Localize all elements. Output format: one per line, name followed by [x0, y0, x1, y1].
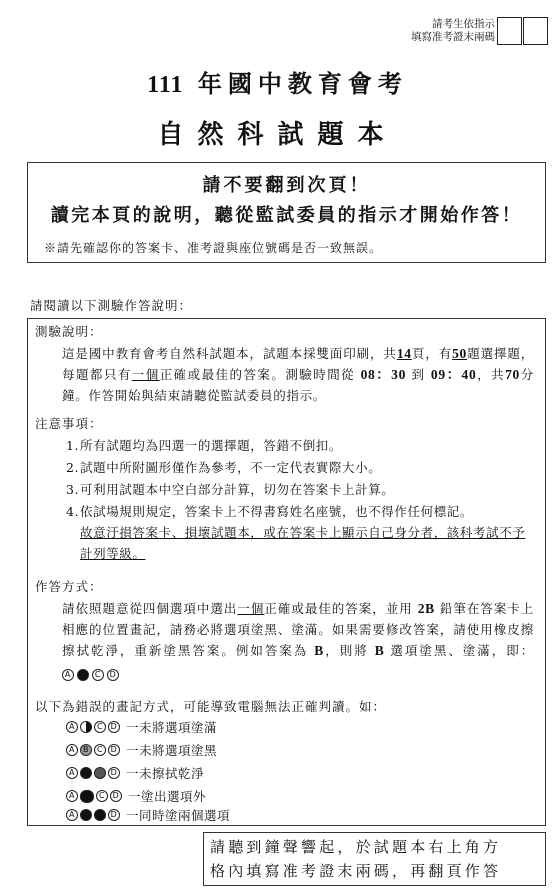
- note-number: 4.: [66, 504, 80, 519]
- wrong-mark-label: 一未將選項塗黑: [126, 743, 218, 758]
- bubble-c: C: [94, 744, 106, 756]
- text: 這是國中教育會考自然科試題本，試題本採雙面印刷，共: [62, 346, 397, 361]
- question-count: 50: [452, 346, 468, 361]
- note-item: [66, 457, 538, 478]
- bubble-a: A: [66, 744, 78, 756]
- corner-instruction-line1: 請考生依指示: [432, 18, 495, 30]
- text: 到: [411, 367, 426, 382]
- bubble-b-filled: [77, 669, 89, 681]
- bubble-c: C: [96, 790, 108, 802]
- exam-number-digit-box-2[interactable]: [523, 17, 548, 45]
- bubble-d: D: [108, 744, 120, 756]
- page-count: 14: [396, 346, 412, 361]
- wrong-mark-row: [66, 741, 217, 759]
- note-number: 3.: [66, 482, 80, 497]
- wrong-mark-label: 一同時塗兩個選項: [126, 808, 231, 823]
- notes-title: 注意事項：: [35, 416, 103, 431]
- correct-mark-example: [62, 669, 119, 681]
- wrong-mark-label: 一塗出選項外: [128, 789, 207, 804]
- wrong-mark-row: [66, 787, 206, 805]
- notice-read-first: 讀完本頁的說明，聽從監試委員的指示才開始作答！: [50, 205, 523, 226]
- bubble-a: A: [66, 721, 78, 733]
- bubble-d: D: [108, 767, 120, 779]
- text: 題選擇題，每題都只有: [62, 346, 534, 382]
- note-item: [66, 435, 538, 456]
- text: ，則將: [323, 643, 369, 658]
- note-text: 所有試題均為四選一的選擇題，答錯不倒扣。: [80, 438, 343, 453]
- one-answer: 一個: [131, 367, 160, 382]
- note-item: [66, 501, 538, 564]
- test-description-text: [62, 343, 534, 406]
- bubble-d: D: [108, 721, 120, 733]
- bubble-d: D: [108, 809, 120, 821]
- bubble-c: C: [94, 721, 106, 733]
- wrong-mark-label: 一未擦拭乾淨: [126, 766, 205, 781]
- bubble-b-half-filled: [80, 721, 92, 733]
- wrong-mark-row: [66, 806, 230, 824]
- bottom-instruction-line1: 請聽到鐘聲響起，於試題本右上角方: [210, 838, 502, 856]
- end-time: 09：40: [430, 367, 477, 382]
- text: 請依照題意從四個選項中選出: [62, 601, 238, 616]
- text: 分鐘。作答開始與結束請聽從監試委員的指示。: [62, 367, 534, 403]
- one-answer: 一個: [237, 601, 265, 616]
- text: 正確或最佳的答案。測驗時間從: [159, 367, 356, 382]
- note-text: 依試場規則規定，答案卡上不得書寫姓名座號，也不得作任何標記。: [80, 504, 474, 519]
- pencil-type: 2B: [417, 601, 435, 616]
- exam-title: [0, 64, 555, 99]
- note-number: 2.: [66, 460, 80, 475]
- bubble-a: A: [66, 790, 78, 802]
- exam-number-digit-box-1[interactable]: [497, 17, 522, 45]
- notice-do-not-turn: 請不要翻到次頁！: [202, 175, 371, 196]
- text: 正確或最佳的答案，並用: [264, 601, 413, 616]
- bubble-b-filled: [80, 767, 92, 779]
- corner-instruction: [411, 18, 495, 44]
- answering-title: 作答方式：: [35, 579, 103, 594]
- bubble-a: A: [62, 669, 74, 681]
- wrong-mark-row: [66, 718, 217, 736]
- notice-box: [27, 162, 546, 263]
- text: 頁，有: [411, 346, 453, 361]
- wrong-marks-intro: 以下為錯誤的畫記方式，可能導致電腦無法正確判讀。如：: [35, 699, 387, 714]
- bubble-c: C: [92, 669, 104, 681]
- text: 鉛筆在答案卡上相應的位置畫記，請務必將選項塗黑、塗滿。如果需要修改答案，請使用橡皮擦擦拭乾淨，重新塗黑答案。例如答案為: [62, 601, 534, 658]
- example-answer: B: [374, 643, 385, 658]
- bubble-d: D: [110, 790, 122, 802]
- minutes: 70: [505, 367, 521, 382]
- text: 選項塗黑、塗滿，即：: [390, 643, 534, 658]
- example-answer: B: [314, 643, 324, 658]
- bottom-instruction-box: [203, 832, 546, 886]
- bubble-a: A: [66, 767, 78, 779]
- note-warning-underlined: 故意汙損答案卡、損壞試題本，或在答案卡上顯示自己身分者，該科考試不予計列等級。: [80, 525, 526, 561]
- subject-title: 自然科試題本: [157, 120, 398, 150]
- bottom-instruction-line2: 格內填寫准考證末兩碼，再翻頁作答: [210, 862, 502, 880]
- wrong-mark-row: [66, 764, 204, 782]
- note-number: 1.: [66, 438, 80, 453]
- exam-year: 111: [147, 72, 184, 98]
- answering-text: [62, 598, 534, 682]
- wrong-mark-label: 一未將選項塗滿: [126, 720, 218, 735]
- start-time: 08：30: [360, 367, 407, 382]
- bubble-a: A: [66, 809, 78, 821]
- bubble-b-filled: [80, 809, 92, 821]
- bubble-b-light: B: [80, 744, 92, 756]
- notice-confirm: ※請先確認你的答案卡、准考證與座位號碼是否一致無誤。: [44, 241, 383, 255]
- bubble-c-smudged: [94, 767, 106, 779]
- bubble-b-overfilled: [80, 790, 94, 803]
- bubble-c-filled: [94, 809, 106, 821]
- note-text: 試題中所附圖形僅作為參考，不一定代表實際大小。: [80, 460, 382, 475]
- bubble-d: D: [107, 669, 119, 681]
- note-text: 可利用試題本中空白部分計算，切勿在答案卡上計算。: [80, 482, 395, 497]
- instruction-box: [27, 318, 546, 826]
- read-instructions-heading: 請閱讀以下測驗作答說明：: [30, 298, 193, 313]
- exam-name: 年國中教育會考: [197, 69, 408, 98]
- test-description-title: 測驗說明：: [35, 324, 103, 339]
- corner-instruction-line2: 填寫准考證末兩碼: [411, 31, 495, 43]
- text: ，共: [476, 367, 506, 382]
- note-item: [66, 479, 538, 500]
